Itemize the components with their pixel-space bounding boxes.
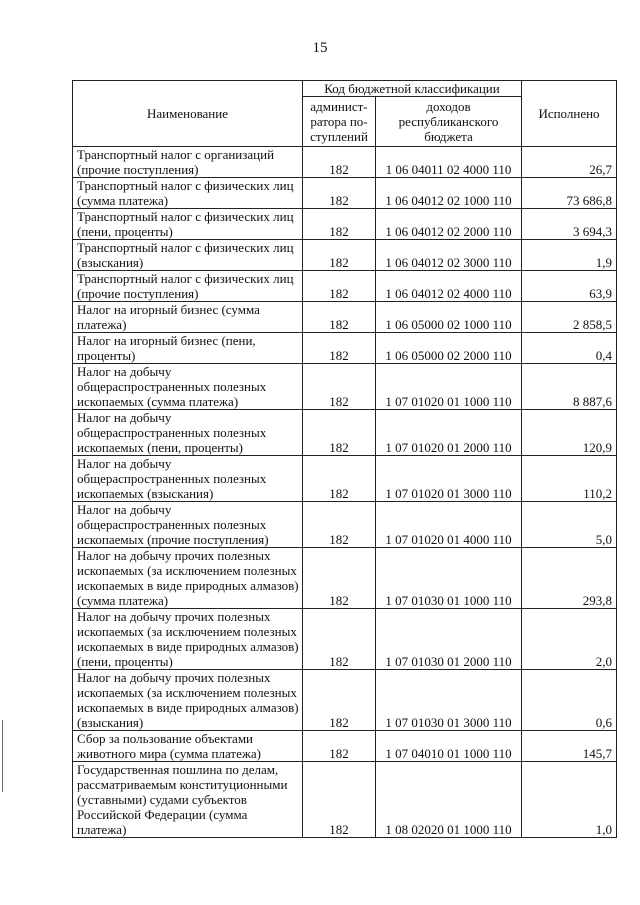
cell-executed: 293,8 bbox=[522, 548, 617, 609]
cell-admin: 182 bbox=[303, 502, 376, 548]
table-row bbox=[73, 456, 617, 502]
cell-admin: 182 bbox=[303, 209, 376, 240]
cell-code: 1 08 02020 01 1000 110 bbox=[376, 762, 522, 838]
cell-executed: 2 858,5 bbox=[522, 302, 617, 333]
table-row bbox=[73, 209, 617, 240]
cell-admin: 182 bbox=[303, 548, 376, 609]
table-row bbox=[73, 548, 617, 609]
cell-name: Налог на добычу общераспространенных полезных ископаемых (прочие поступления) bbox=[73, 502, 303, 548]
cell-code: 1 07 01020 01 1000 110 bbox=[376, 364, 522, 410]
header-admin: админист-ратора по-ступлений bbox=[303, 97, 376, 147]
cell-executed: 1,0 bbox=[522, 762, 617, 838]
cell-code: 1 06 04012 02 1000 110 bbox=[376, 178, 522, 209]
table-row bbox=[73, 762, 617, 838]
cell-name: Налог на игорный бизнес (сумма платежа) bbox=[73, 302, 303, 333]
cell-admin: 182 bbox=[303, 762, 376, 838]
cell-code: 1 06 04011 02 4000 110 bbox=[376, 147, 522, 178]
table-row bbox=[73, 731, 617, 762]
cell-executed: 0,4 bbox=[522, 333, 617, 364]
table-row bbox=[73, 410, 617, 456]
cell-admin: 182 bbox=[303, 456, 376, 502]
cell-name: Налог на игорный бизнес (пени, проценты) bbox=[73, 333, 303, 364]
table-row bbox=[73, 302, 617, 333]
table-row bbox=[73, 240, 617, 271]
cell-executed: 120,9 bbox=[522, 410, 617, 456]
cell-code: 1 06 05000 02 1000 110 bbox=[376, 302, 522, 333]
cell-code: 1 07 01020 01 2000 110 bbox=[376, 410, 522, 456]
cell-name: Транспортный налог с физических лиц (прочие поступления) bbox=[73, 271, 303, 302]
cell-code: 1 07 01030 01 1000 110 bbox=[376, 548, 522, 609]
cell-code: 1 06 05000 02 2000 110 bbox=[376, 333, 522, 364]
table-row bbox=[73, 271, 617, 302]
cell-admin: 182 bbox=[303, 240, 376, 271]
cell-admin: 182 bbox=[303, 609, 376, 670]
cell-executed: 3 694,3 bbox=[522, 209, 617, 240]
cell-admin: 182 bbox=[303, 302, 376, 333]
cell-code: 1 06 04012 02 4000 110 bbox=[376, 271, 522, 302]
cell-admin: 182 bbox=[303, 178, 376, 209]
cell-code: 1 06 04012 02 3000 110 bbox=[376, 240, 522, 271]
table-row bbox=[73, 147, 617, 178]
cell-executed: 63,9 bbox=[522, 271, 617, 302]
header-income: доходов республиканского бюджета bbox=[376, 97, 522, 147]
budget-table bbox=[72, 80, 617, 838]
cell-code: 1 07 01020 01 3000 110 bbox=[376, 456, 522, 502]
cell-executed: 5,0 bbox=[522, 502, 617, 548]
header-executed: Исполнено bbox=[522, 81, 617, 147]
cell-code: 1 07 01030 01 2000 110 bbox=[376, 609, 522, 670]
table-row bbox=[73, 333, 617, 364]
table-row bbox=[73, 364, 617, 410]
cell-admin: 182 bbox=[303, 147, 376, 178]
cell-code: 1 07 01020 01 4000 110 bbox=[376, 502, 522, 548]
cell-name: Налог на добычу общераспространенных полезных ископаемых (сумма платежа) bbox=[73, 364, 303, 410]
cell-executed: 1,9 bbox=[522, 240, 617, 271]
cell-name: Транспортный налог с организаций (прочие поступления) bbox=[73, 147, 303, 178]
margin-mark bbox=[2, 720, 3, 792]
cell-name: Транспортный налог с физических лиц (взыскания) bbox=[73, 240, 303, 271]
cell-executed: 26,7 bbox=[522, 147, 617, 178]
cell-admin: 182 bbox=[303, 333, 376, 364]
cell-executed: 8 887,6 bbox=[522, 364, 617, 410]
cell-name: Транспортный налог с физических лиц (пени, проценты) bbox=[73, 209, 303, 240]
table-row bbox=[73, 609, 617, 670]
cell-name: Налог на добычу общераспространенных полезных ископаемых (взыскания) bbox=[73, 456, 303, 502]
cell-name: Налог на добычу общераспространенных полезных ископаемых (пени, проценты) bbox=[73, 410, 303, 456]
cell-name: Государственная пошлина по делам, рассматриваемым конституционными (уставными) судами субъектов Российской Федерации (сумма платежа) bbox=[73, 762, 303, 838]
cell-executed: 145,7 bbox=[522, 731, 617, 762]
cell-admin: 182 bbox=[303, 410, 376, 456]
cell-code: 1 07 04010 01 1000 110 bbox=[376, 731, 522, 762]
cell-code: 1 06 04012 02 2000 110 bbox=[376, 209, 522, 240]
cell-name: Сбор за пользование объектами животного мира (сумма платежа) bbox=[73, 731, 303, 762]
cell-name: Налог на добычу прочих полезных ископаемых (за исключением полезных ископаемых в виде природных алмазов) (сумма платежа) bbox=[73, 548, 303, 609]
cell-admin: 182 bbox=[303, 670, 376, 731]
cell-name: Транспортный налог с физических лиц (сумма платежа) bbox=[73, 178, 303, 209]
cell-executed: 2,0 bbox=[522, 609, 617, 670]
table-row bbox=[73, 178, 617, 209]
cell-name: Налог на добычу прочих полезных ископаемых (за исключением полезных ископаемых в виде природных алмазов) (взыскания) bbox=[73, 670, 303, 731]
header-name: Наименование bbox=[73, 81, 303, 147]
table-row bbox=[73, 670, 617, 731]
cell-admin: 182 bbox=[303, 364, 376, 410]
cell-executed: 73 686,8 bbox=[522, 178, 617, 209]
cell-executed: 110,2 bbox=[522, 456, 617, 502]
cell-executed: 0,6 bbox=[522, 670, 617, 731]
page-number: 15 bbox=[312, 40, 328, 56]
table-row bbox=[73, 502, 617, 548]
cell-name: Налог на добычу прочих полезных ископаемых (за исключением полезных ископаемых в виде природных алмазов) (пени, проценты) bbox=[73, 609, 303, 670]
cell-admin: 182 bbox=[303, 271, 376, 302]
cell-admin: 182 bbox=[303, 731, 376, 762]
table-body bbox=[73, 147, 617, 838]
header-code-group: Код бюджетной классификации bbox=[303, 81, 522, 97]
cell-code: 1 07 01030 01 3000 110 bbox=[376, 670, 522, 731]
